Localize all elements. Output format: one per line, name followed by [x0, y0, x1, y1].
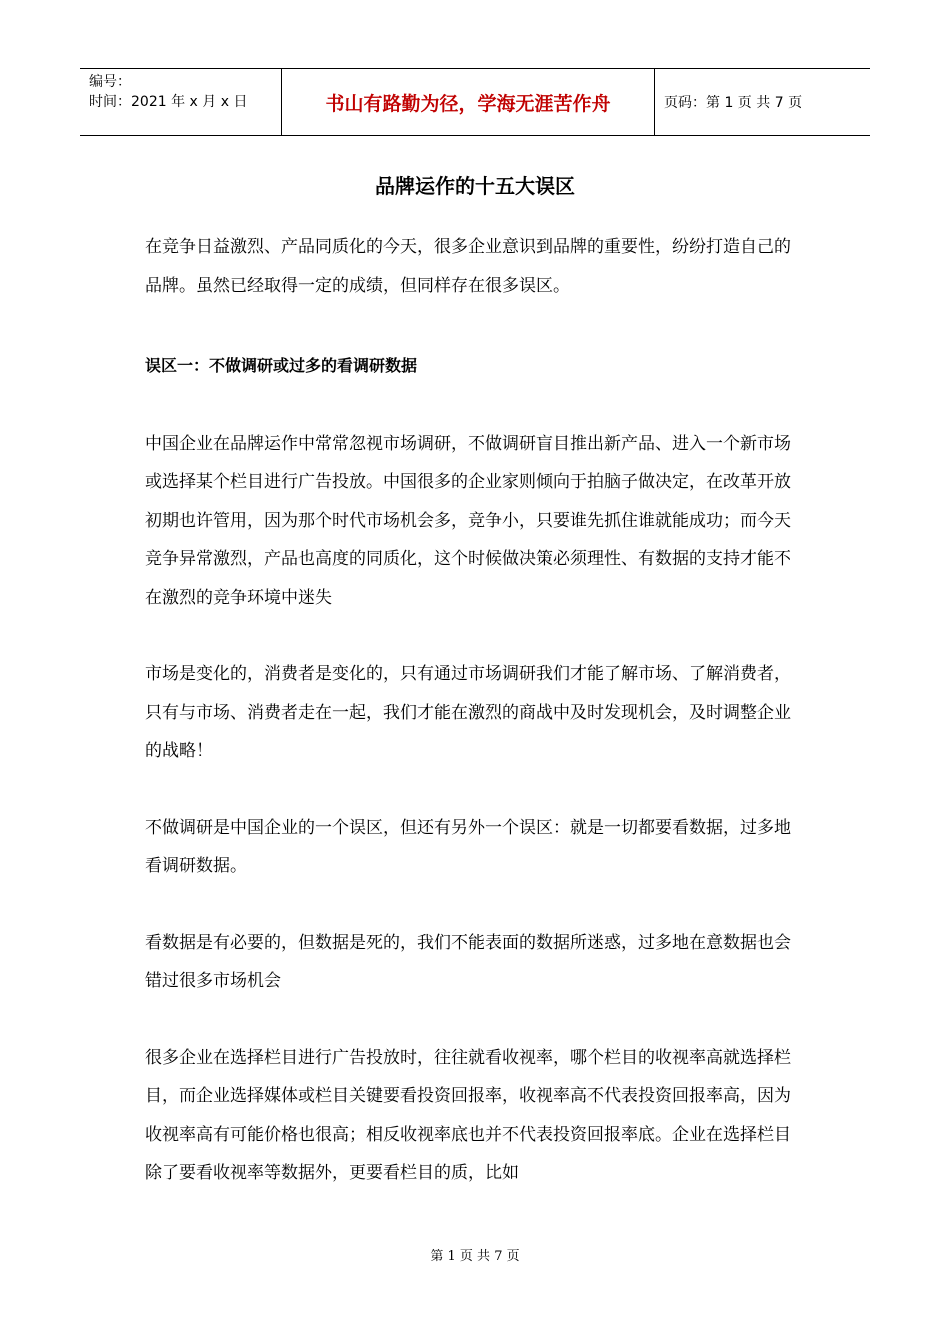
document-title: 品牌运作的十五大误区	[375, 174, 575, 198]
document-number-label: 编号：	[89, 74, 131, 90]
header-page-code: 页码：第 1 页 共 7 页	[664, 95, 803, 111]
document-body	[145, 228, 805, 1193]
body-paragraph: 看数据是有必要的，但数据是死的，我们不能表面的数据所迷惑，过多地在意数据也会错过很多市场机会	[145, 932, 791, 991]
body-paragraph: 不做调研是中国企业的一个误区，但还有另外一个误区：就是一切都要看数据，过多地看调研数据。	[145, 817, 791, 876]
section-heading: 误区一：不做调研或过多的看调研数据	[145, 356, 418, 375]
body-paragraph: 中国企业在品牌运作中常常忽视市场调研，不做调研盲目推出新产品、进入一个新市场或选择某个栏目进行广告投放。中国很多的企业家则倾向于拍脑子做决定，在改革开放初期也许管用，因为那个时代市场机会多，竞争小，只要谁先抓住谁就能成功；而今天竞争异常激烈，产品也高度的同质化，这个时候做决策必须理性、有数据的支持才能不在激烈的竞争环境中迷失	[145, 433, 791, 608]
body-paragraph: 市场是变化的，消费者是变化的，只有通过市场调研我们才能了解市场、了解消费者，只有与市场、消费者走在一起，我们才能在激烈的商战中及时发现机会，及时调整企业的战略！	[145, 664, 791, 761]
header-table	[80, 68, 870, 136]
document-time-label: 时间：2021 年 x 月 x 日	[89, 94, 248, 110]
header-meta-cell	[80, 69, 281, 135]
intro-paragraph: 在竞争日益激烈、产品同质化的今天，很多企业意识到品牌的重要性，纷纷打造自己的品牌。虽然已经取得一定的成绩，但同样存在很多误区。	[145, 237, 791, 296]
body-paragraph: 很多企业在选择栏目进行广告投放时，往往就看收视率，哪个栏目的收视率高就选择栏目，而企业选择媒体或栏目关键要看投资回报率，收视率高不代表投资回报率高，因为收视率高有可能价格也很高；相反收视率底也并不代表投资回报率底。企业在选择栏目除了要看收视率等数据外，更要看栏目的质，比如	[145, 1047, 791, 1183]
page-footer: 第 1 页 共 7 页	[430, 1249, 520, 1264]
header-motto: 书山有路勤为径，学海无涯苦作舟	[281, 69, 655, 135]
